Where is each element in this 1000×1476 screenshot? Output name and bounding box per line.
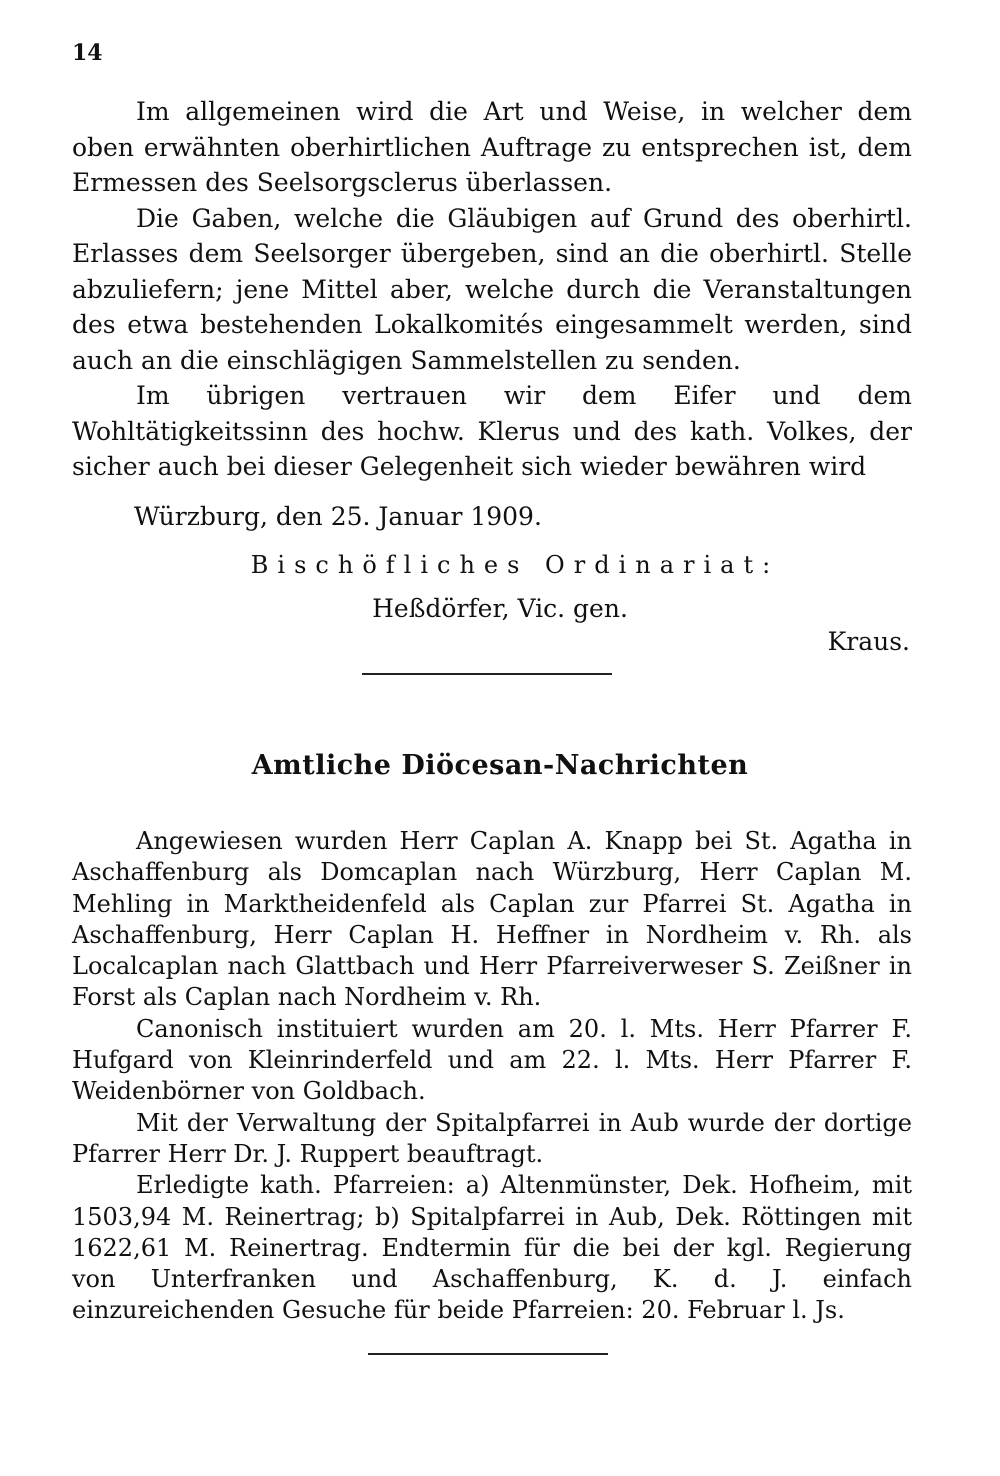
- news-paragraph-1: Angewiesen wurden Herr Caplan A. Knapp bei St. Agatha in Aschaffenburg als Domcaplan nach Würzburg, Herr Caplan M. Mehling in Marktheidenfeld als Caplan zur Pfarrei St. Agatha in Aschaffenburg, Herr Caplan H. Heffner in Nordheim v. Rh. als Localcaplan nach Glattbach und Herr Pfarreiverweser S. Zeißner in Forst als Caplan nach Nordheim v. Rh.: [72, 827, 912, 1012]
- page-number: 14: [72, 40, 103, 66]
- dateline: Würzburg, den 25. Januar 1909.: [134, 502, 542, 531]
- news-paragraph-3: Mit der Verwaltung der Spitalpfarrei in Aub wurde der dortige Pfarrer Herr Dr. J. Ruppert beauftragt.: [72, 1108, 912, 1168]
- signature-secretary: Kraus.: [827, 627, 910, 656]
- signature-office: Bischöfliches Ordinariat:: [250, 551, 780, 579]
- decree-paragraph-3: Im übrigen vertrauen wir dem Eifer und dem Wohltätigkeitssinn des hochw. Klerus und des kath. Volkes, der sicher auch bei dieser Gelegenheit sich wieder bewähren wird: [72, 381, 912, 481]
- decree-body: [72, 94, 912, 485]
- news-paragraph-4: Erledigte kath. Pfarreien: a) Altenmünster, Dek. Hofheim, mit 1503,94 M. Reinertrag; b) Spitalpfarrei in Aub, Dek. Röttingen mit 1622,61 M. Reinertrag. Endtermin für die bei der kgl. Regierung von Unterfranken und Aschaffenburg, K. d. J. einfach einzureichenden Gesuche für beide Pfarreien: 20. Februar l. Js.: [72, 1171, 912, 1325]
- news-paragraph-2: Canonisch instituiert wurden am 20. l. Mts. Herr Pfarrer F. Hufgard von Kleinrinderfeld und am 22. l. Mts. Herr Pfarrer F. Weidenbörner von Goldbach.: [72, 1014, 912, 1106]
- end-divider: [368, 1353, 608, 1355]
- decree-paragraph-1: Im allgemeinen wird die Art und Weise, in welcher dem oben erwähnten oberhirtlichen Auftrage zu entsprechen ist, dem Ermessen des Seelsorgsclerus überlassen.: [72, 97, 912, 197]
- section-divider: [362, 673, 612, 675]
- section-heading: Amtliche Diöcesan-Nachrichten: [251, 750, 749, 781]
- diocesan-news-body: [72, 826, 912, 1327]
- decree-paragraph-2: Die Gaben, welche die Gläubigen auf Grund des oberhirtl. Erlasses dem Seelsorger übergeben, sind an die oberhirtl. Stelle abzuliefern; jene Mittel aber, welche durch die Veranstaltungen des etwa bestehenden Lokalkomités eingesammelt werden, sind auch an die einschlägigen Sammelstellen zu senden.: [72, 203, 912, 375]
- signature-vicar-general: Heßdörfer, Vic. gen.: [372, 594, 628, 623]
